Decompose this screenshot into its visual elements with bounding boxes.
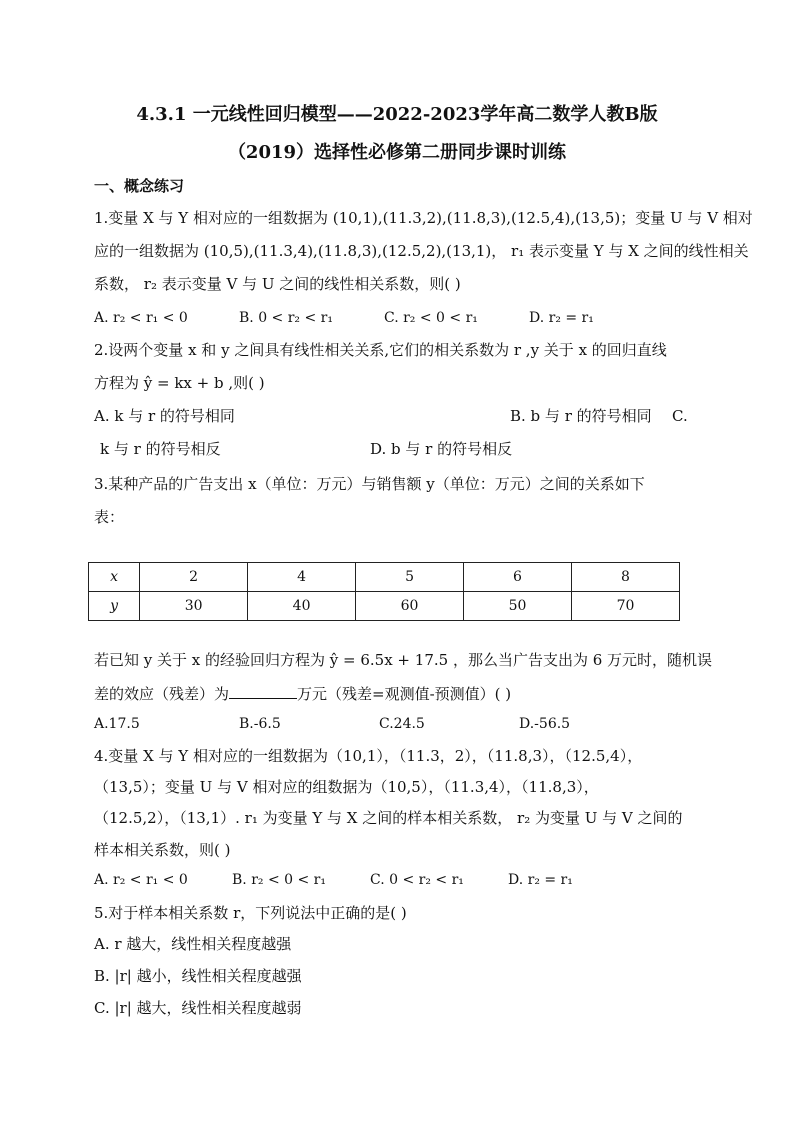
- q4-option-d[interactable]: D. r₂ = r₁: [508, 872, 573, 888]
- table-cell: 4: [248, 563, 356, 592]
- table-row: [89, 563, 680, 592]
- q1-line-2: 应的一组数据为 (10,5),(11.3,4),(11.8,3),(12.5,2),(13,1)， r₁ 表示变量 Y 与 X 之间的线性相关: [94, 242, 749, 260]
- table-cell: 2: [140, 563, 248, 592]
- table-cell: 8: [571, 563, 679, 592]
- q1-option-d[interactable]: D. r₂ = r₁: [529, 310, 594, 326]
- q4-line-1: 4.变量 X 与 Y 相对应的一组数据为（10,1），（11.3，2），（11.8,3），（12.5,4），: [94, 747, 643, 765]
- q2-options-row-2: [94, 439, 700, 459]
- answer-blank[interactable]: [229, 684, 297, 699]
- table-cell: 40: [248, 592, 356, 621]
- q4-options: [94, 872, 714, 888]
- q3-option-a[interactable]: A.17.5: [94, 716, 140, 732]
- q2-options-row-1: [94, 406, 700, 426]
- q3-line-4: [94, 684, 700, 704]
- table-cell: 70: [571, 592, 679, 621]
- q3-option-c[interactable]: C.24.5: [379, 716, 425, 732]
- q1-line-1: 1.变量 X 与 Y 相对应的一组数据为 (10,1),(11.3,2),(11.8,3),(12.5,4),(13,5)；变量 U 与 V 相对: [94, 209, 753, 227]
- q3-line-4-start: 差的效应（残差）为: [94, 685, 230, 703]
- q3-line-4-end: 万元（残差=观测值-预测值）( ): [297, 685, 512, 703]
- q1-options: [94, 310, 714, 326]
- q4-line-3: （12.5,2），（13,1）. r₁ 为变量 Y 与 X 之间的样本相关系数， r₂ 为变量 U 与 V 之间的: [94, 809, 683, 827]
- q4-line-2: （13,5）；变量 U 与 V 相对应的组数据为（10,5），（11.3,4），（11.8,3），: [94, 778, 599, 796]
- q4-option-a[interactable]: A. r₂ < r₁ < 0: [94, 872, 188, 888]
- q2-line-2: 方程为 ŷ = kx + b ,则( ): [94, 374, 265, 392]
- q1-line-3: 系数， r₂ 表示变量 V 与 U 之间的线性相关系数，则( ): [94, 275, 461, 293]
- q2-option-a[interactable]: A. k 与 r 的符号相同: [94, 407, 235, 425]
- q3-option-b[interactable]: B.-6.5: [239, 716, 281, 732]
- table-cell: 60: [356, 592, 464, 621]
- q2-option-c[interactable]: k 与 r 的符号相反: [100, 440, 221, 458]
- data-table: [88, 562, 680, 621]
- q2-option-b[interactable]: B. b 与 r 的符号相同: [510, 407, 652, 425]
- q5-line-1: 5.对于样本相关系数 r，下列说法中正确的是( ): [94, 904, 407, 922]
- q2-line-1: 2.设两个变量 x 和 y 之间具有线性相关关系,它们的相关系数为 r ,y 关于 x 的回归直线: [94, 341, 667, 359]
- q3-line-1: 3.某种产品的广告支出 x（单位：万元）与销售额 y（单位：万元）之间的关系如下: [94, 475, 645, 493]
- table-cell: 50: [464, 592, 572, 621]
- title-line-2: （2019）选择性必修第二册同步课时训练: [227, 142, 567, 163]
- table-cell: y: [89, 592, 140, 621]
- table-cell: 30: [140, 592, 248, 621]
- table-cell: 6: [464, 563, 572, 592]
- table-row: [89, 592, 680, 621]
- q5-option-c[interactable]: C. |r| 越大，线性相关程度越弱: [94, 999, 302, 1017]
- q1-option-a[interactable]: A. r₂ < r₁ < 0: [94, 310, 188, 326]
- q2-option-c-marker: C.: [672, 407, 688, 425]
- q5-option-b[interactable]: B. |r| 越小，线性相关程度越强: [94, 967, 302, 985]
- q3-line-3: 若已知 y 关于 x 的经验回归方程为 ŷ = 6.5x + 17.5 ，那么当广告支出为 6 万元时，随机误: [94, 651, 713, 669]
- q2-option-d[interactable]: D. b 与 r 的符号相反: [370, 440, 513, 458]
- q4-option-c[interactable]: C. 0 < r₂ < r₁: [370, 872, 464, 888]
- q4-line-4: 样本相关系数，则( ): [94, 841, 231, 859]
- title-line-1: 4.3.1 一元线性回归模型——2022-2023学年高二数学人教B版: [136, 104, 658, 125]
- q1-option-c[interactable]: C. r₂ < 0 < r₁: [384, 310, 478, 326]
- table-cell: 5: [356, 563, 464, 592]
- q5-option-a[interactable]: A. r 越大，线性相关程度越强: [94, 935, 292, 953]
- table-cell: x: [89, 563, 140, 592]
- q3-option-d[interactable]: D.-56.5: [519, 716, 571, 732]
- section-heading: 一、概念练习: [94, 177, 185, 195]
- q1-option-b[interactable]: B. 0 < r₂ < r₁: [239, 310, 333, 326]
- q3-options: [94, 716, 714, 732]
- q4-option-b[interactable]: B. r₂ < 0 < r₁: [232, 872, 326, 888]
- q3-line-2: 表：: [94, 508, 125, 526]
